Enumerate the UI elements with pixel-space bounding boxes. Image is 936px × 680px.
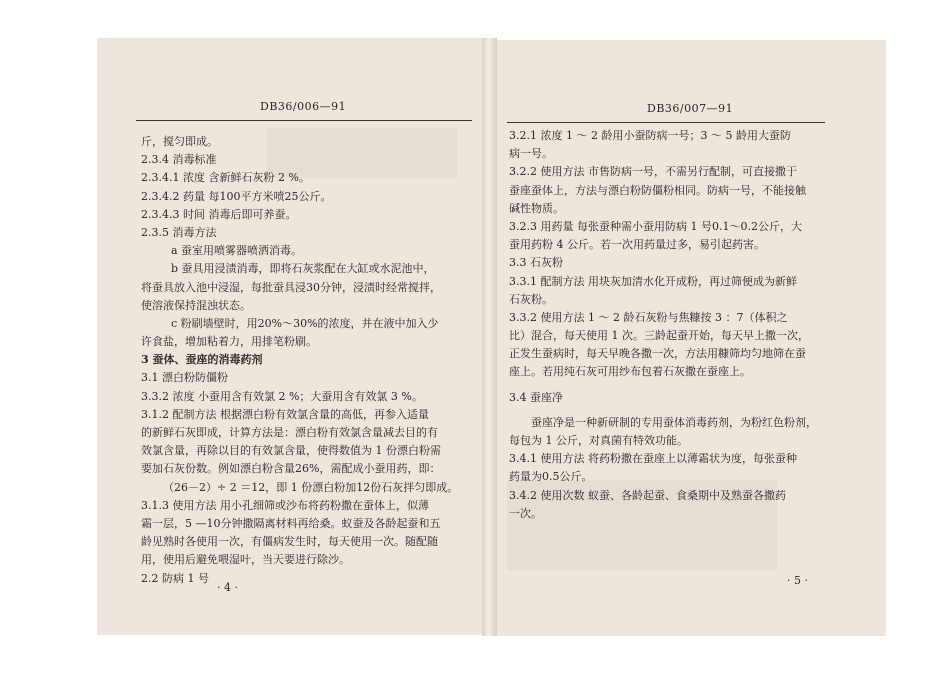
text-line: 一次。 xyxy=(509,506,542,520)
text-line: 碱性物质。 xyxy=(509,201,564,215)
text-line: 效氯含量，再除以目的有效氯含量，使得数值为 1 份漂白粉需 xyxy=(141,444,441,458)
list-item: b 蚕具用浸渍消毒，即将石灰浆配在大缸或水泥池中， xyxy=(171,262,435,276)
text-line: 3.2.3 用药量 每张蚕种需小蚕用防病 1 号0.1～0.2公斤，大 xyxy=(509,219,802,233)
text-line: 3.1.3 使用方法 用小孔细筛或沙布将药粉撒在蚕体上，似薄 xyxy=(141,498,429,512)
page-body xyxy=(141,133,468,588)
text-line: 将蚕具放入池中浸湿，每批蚕具浸30分钟，浸渍时经常搅拌， xyxy=(141,280,441,294)
text-line: 使溶液保持混浊状态。 xyxy=(141,298,251,312)
text-line: 比）混合，每天使用 1 次。三龄起蚕开始，每天早上撒一次， xyxy=(509,329,809,343)
header-rule xyxy=(136,120,472,121)
page-number: · 4 · xyxy=(217,581,238,594)
text-line: 蚕座净是一种新研制的专用蚕体消毒药剂，为粉红色粉剂， xyxy=(531,415,817,429)
text-line: 2.3.4.3 时间 消毒后即可养蚕。 xyxy=(141,207,297,221)
text-line: 2.3.4.2 药量 每100平方米喷25公斤。 xyxy=(141,189,332,203)
chapter-heading: 3 蚕体、蚕座的消毒药剂 xyxy=(141,353,263,367)
left-page xyxy=(97,38,482,635)
text-line: 许食盐，增加粘着力，用排笔粉刷。 xyxy=(141,335,317,349)
text-line: 蚕用药粉 4 公斤。若一次用药量过多，易引起药害。 xyxy=(509,238,765,252)
text-line: 龄见熟时各使用一次，有僵病发生时，每天使用一次。随配随 xyxy=(141,535,438,549)
text-line: 用，使用后避免喂湿叶，当天要进行除沙。 xyxy=(141,553,350,567)
text-line: 3.3.1 配制方法 用块灰加清水化开成粉，再过筛便成为新鲜 xyxy=(509,274,797,288)
page-header: DB36/007—91 xyxy=(647,102,734,115)
page-body xyxy=(509,127,823,523)
text-line: 3.3.2 浓度 小蚕用含有效氯 2 %；大蚕用含有效氯 3 %。 xyxy=(141,389,423,403)
header-rule xyxy=(507,122,825,123)
text-line: 药量为0.5公斤。 xyxy=(509,470,593,484)
text-line: 病一号。 xyxy=(509,147,553,161)
text-line: 座上。若用纯石灰可用纱布包着石灰撒在蚕座上。 xyxy=(509,365,751,379)
section-heading: 2.3.5 消毒方法 xyxy=(141,225,217,239)
text-line: 3.4.2 使用次数 蚁蚕、各龄起蚕、食桑期中及熟蚕各撒药 xyxy=(509,488,786,502)
section-heading: 2.3.4 消毒标准 xyxy=(141,153,217,167)
list-item: c 粉刷墙壁时，用20%～30%的浓度，并在液中加入少 xyxy=(171,316,439,330)
text-line: 石灰粉。 xyxy=(509,292,553,306)
text-line: 3.2.1 浓度 1 ～ 2 龄用小蚕防病一号；3 ～ 5 龄用大蚕防 xyxy=(509,129,791,142)
text-line: 正发生蚕病时，每天早晚各撒一次，方法用糠筛均匀地筛在蚕 xyxy=(509,347,806,361)
text-line: 的新鲜石灰即成，计算方法是：漂白粉有效氯含量减去目的有 xyxy=(141,426,438,439)
section-heading: 2.2 防病 1 号 xyxy=(141,571,209,585)
text-line: 3.3.2 使用方法 1 ～ 2 龄石灰粉与焦糠按 3 ：7（体积之 xyxy=(509,310,788,324)
book-gutter xyxy=(482,38,497,636)
text-line: 3.2.2 使用方法 市售防病一号，不需另行配制，可直接撒于 xyxy=(509,165,797,179)
page-number: · 5 · xyxy=(787,574,808,587)
section-heading: 3.3 石灰粉 xyxy=(509,256,563,270)
text-line: 斤，搅匀即成。 xyxy=(141,135,218,148)
section-heading: 3.1 漂白粉防僵粉 xyxy=(141,371,228,385)
text-line: 霜一层，5 —10分钟撒隔离材料再给桑。蚁蚕及各龄起蚕和五 xyxy=(141,516,441,530)
right-page xyxy=(497,40,886,636)
text-line: 3.1.2 配制方法 根据漂白粉有效氯含量的高低，再参入适量 xyxy=(141,407,429,421)
list-item: a 蚕室用喷雾器喷洒消毒。 xyxy=(171,244,303,258)
text-line: 每包为 1 公斤，对真菌有特效功能。 xyxy=(509,434,688,447)
formula-line: （26－2）÷ 2 ＝12，即 1 份漂白粉加12份石灰拌匀即成。 xyxy=(163,480,459,494)
section-heading: 3.4 蚕座净 xyxy=(509,390,563,404)
text-line: 要加石灰份数。例如漂白粉含量26%，需配成小蚕用药，即： xyxy=(141,462,441,476)
text-line: 2.3.4.1 浓度 含新鲜石灰粉 2 %。 xyxy=(141,171,310,185)
text-line: 蚕座蚕体上，方法与漂白粉防僵粉相同。防病一号，不能接触 xyxy=(509,183,806,197)
page-header: DB36/006—91 xyxy=(260,100,347,113)
text-line: 3.4.1 使用方法 将药粉撒在蚕座上以薄霜状为度，每张蚕种 xyxy=(509,452,797,466)
